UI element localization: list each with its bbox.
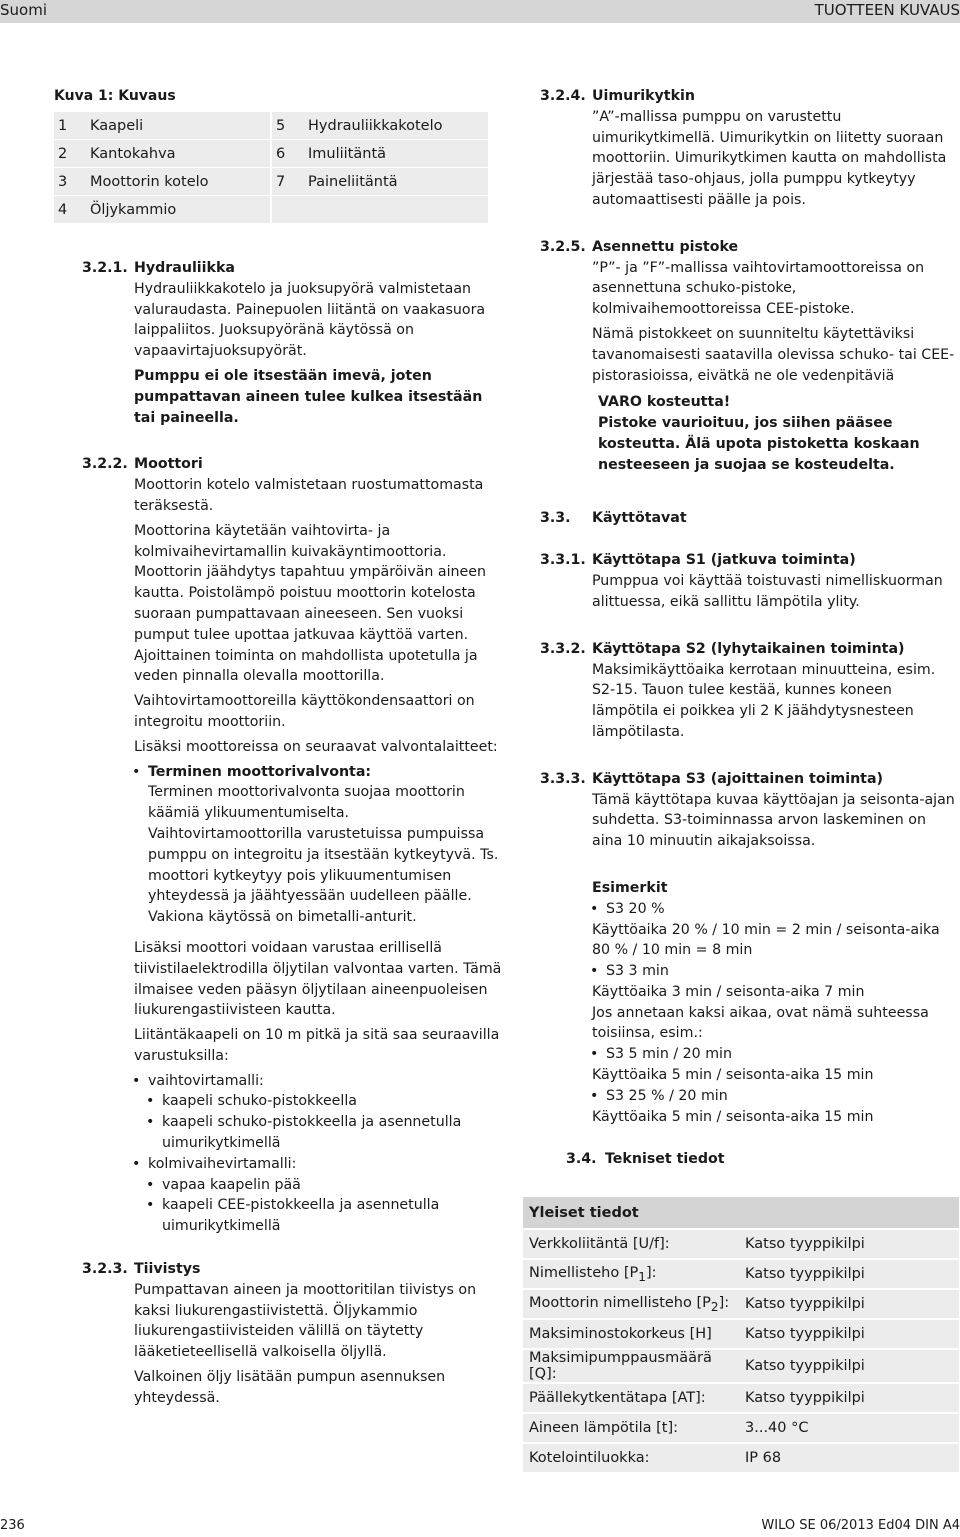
section-number: 3.3.3. <box>540 770 586 787</box>
table-key-text: Nimellisteho [P <box>529 1264 639 1281</box>
example-label: • S3 25 % / 20 min <box>606 1087 728 1104</box>
list-item <box>134 762 502 928</box>
warning-text: Pistoke vaurioituu, jos siihen pääsee kosteutta. Älä upota pistoketta koskaan nesteeseen ja suojaa se kosteudelta. <box>598 415 920 473</box>
paragraph: Liitäntäkaapeli on 10 m pitkä ja sitä saa seuraavilla varustuksilla: <box>134 1027 500 1064</box>
list-item <box>134 1071 502 1154</box>
table-row <box>523 1229 959 1259</box>
table-key: Maksiminostokorkeus [H] <box>523 1319 739 1349</box>
table-row <box>523 1413 959 1443</box>
table-key-suffix: ]: <box>645 1264 657 1281</box>
legend-number: 5 <box>271 112 304 140</box>
section-title: Asennettu pistoke <box>592 238 739 255</box>
cable-options-list <box>134 1071 502 1237</box>
table-value: Katso tyyppikilpi <box>739 1259 959 1289</box>
paragraph: Hydrauliikkakotelo ja juoksupyörä valmistetaan valuraudasta. Painepuolen liitäntä on vaakasuora laippaliitos. Juoksupyöränä käytössä on vapaavirtajuoksupyörät. <box>134 280 486 360</box>
paragraph: Pumppua voi käyttää toistuvasti nimelliskuorman alittuessa, eikä sallittu lämpötila ylity. <box>592 573 943 610</box>
section-number: 3.2.1. <box>82 260 128 276</box>
paragraph: Lisäksi moottori voidaan varustaa erillisellä tiivistilaelektrodilla öljytilan valvontaa varten. Tämä ilmaisee veden pääsyn öljytilaan aineenpuoleisen liukurengastiivisteen kautta. <box>134 939 502 1019</box>
figure-caption: Kuva 1: Kuvaus <box>54 88 176 104</box>
legend-number <box>271 196 304 224</box>
table-value: 3...40 °C <box>739 1413 959 1443</box>
list-item-text: Terminen moottorivalvonta suojaa moottorin käämiä ylikuumentumiselta. Vaihtovirtamoottorilla varustetuissa pumpuissa pumppu on integroitu ja itsestään kytkeytyvä. Ts. moottori kytkeytyy pois ylikuumentumisen yhteydessä ja jäähtyessään uudelleen päälle. Vakiona käytössä on bimetalli-anturit. <box>148 784 499 926</box>
right-column <box>540 86 960 1170</box>
table-row <box>523 1383 959 1413</box>
table-key: Maksimipumppausmäärä [Q]: <box>523 1349 739 1383</box>
paragraph: Maksimikäyttöaika kerrotaan minuutteina, esim. S2-15. Tauon tulee kestää, kunnes koneen lämpötila ei poikkea yli 2 K jäähdytysnesteen lämpötilasta. <box>592 661 936 740</box>
sub-list <box>148 1175 502 1237</box>
legend-number: 1 <box>54 112 86 140</box>
table-value: Katso tyyppikilpi <box>739 1319 959 1349</box>
example-label: • S3 20 % <box>606 900 665 917</box>
list-item <box>592 961 960 1044</box>
paragraph: Tämä käyttötapa kuvaa käyttöajan ja seisonta-ajan suhdetta. S3-toiminnassa arvon laskeminen on aina 10 minuutin aikajaksoissa. <box>592 791 955 850</box>
paragraph: Moottorina käytetään vaihtovirta- ja kolmivaihevirtamallin kuivakäyntimoottoria. Moottorin jäähdytys tapahtuu ympäröivän aineen kautta. Poistolämpö poistuu moottorin kotelosta suoraan pumpattavaan aineeseen. Sen vuoksi pumput tulee upottaa jatkuvaa käyttöä varten. Ajoittainen toiminta on mahdollista upotetulla ja veden pinnalla olevalla moottorilla. <box>134 522 486 685</box>
legend-number: 6 <box>271 140 304 168</box>
table-row <box>523 1349 959 1383</box>
example-label: • S3 3 min <box>606 963 669 980</box>
paragraph: Lisäksi moottoreissa on seuraavat valvontalaitteet: <box>134 738 498 755</box>
monitoring-list <box>134 762 502 928</box>
example-text: Käyttöaika 5 min / seisonta-aika 15 min <box>592 1108 874 1125</box>
table-row <box>54 168 488 196</box>
table-row <box>523 1259 959 1289</box>
table-row <box>54 140 488 168</box>
list-item <box>592 1044 960 1086</box>
table-header: Yleiset tiedot <box>523 1197 959 1229</box>
list-item-text: vaihtovirtamalli: <box>148 1072 264 1089</box>
examples-list <box>592 899 960 1128</box>
section-number: 3.2.4. <box>540 88 586 104</box>
technical-data-table <box>523 1197 959 1472</box>
section-number: 3.2.2. <box>82 456 128 473</box>
section-3-3-1 <box>540 550 960 612</box>
table-value: Katso tyyppikilpi <box>739 1383 959 1413</box>
figure-legend-table <box>54 112 488 224</box>
examples-title: Esimerkit <box>592 879 668 896</box>
left-column <box>82 258 502 1413</box>
legend-number: 2 <box>54 140 86 168</box>
legend-label <box>304 196 488 224</box>
section-number: 3.3.2. <box>540 640 586 657</box>
legend-label: Moottorin kotelo <box>86 168 271 196</box>
section-3-2-2 <box>82 454 502 1237</box>
legend-label: Imuliitäntä <box>304 140 488 168</box>
section-3-3-3 <box>540 769 960 1128</box>
list-item <box>592 899 960 961</box>
legend-label: Kantokahva <box>86 140 271 168</box>
example-text: Käyttöaika 5 min / seisonta-aika 15 min <box>592 1067 874 1084</box>
legend-label: Paineliitäntä <box>304 168 488 196</box>
table-value: Katso tyyppikilpi <box>739 1229 959 1259</box>
section-number: 3.4. <box>566 1151 597 1168</box>
table-row <box>523 1443 959 1472</box>
table-value: Katso tyyppikilpi <box>739 1289 959 1319</box>
section-3-3 <box>540 508 960 529</box>
table-key <box>523 1289 739 1319</box>
table-value: IP 68 <box>739 1443 959 1472</box>
table-value: Katso tyyppikilpi <box>739 1349 959 1383</box>
section-3-2-5 <box>540 237 960 476</box>
example-text: Käyttöaika 20 % / 10 min = 2 min / seisonta-aika 80 % / 10 min = 8 min <box>592 921 940 959</box>
legend-label: Hydrauliikkakotelo <box>304 112 488 140</box>
legend-label: Öljykammio <box>86 196 271 224</box>
page-footer <box>0 1516 960 1537</box>
paragraph: ”P”- ja ”F”-mallissa vaihtovirtamoottoreissa on asennettuna schuko-pistoke, kolmivaihemoottoreissa CEE-pistoke. <box>592 259 925 318</box>
example-note: Jos annetaan kaksi aikaa, ovat nämä suhteessa toisiinsa, esim.: <box>592 1004 929 1042</box>
legend-label: Kaapeli <box>86 112 271 140</box>
section-title: Käyttötapa S1 (jatkuva toiminta) <box>592 552 856 569</box>
paragraph: Pumpattavan aineen ja moottoritilan tiivistys on kaksi liukurengastiivistettä. Öljykammio liukurengastiivisteiden välillä on täytetty lääketieteellisellä valkoisella öljyllä. <box>134 1281 477 1361</box>
table-key-subscript: 1 <box>638 1269 646 1284</box>
section-3-4 <box>540 1149 960 1170</box>
list-item <box>592 1086 960 1128</box>
legend-number: 4 <box>54 196 86 224</box>
list-item: • kaapeli CEE-pistokkeella ja asennetulla uimurikytkimellä <box>148 1195 502 1237</box>
section-number: 3.2.5. <box>540 238 586 255</box>
paragraph: Vaihtovirtamoottoreilla käyttökondensaattori on integroitu moottoriin. <box>134 693 475 730</box>
table-key-text: Moottorin nimellisteho [P <box>529 1294 711 1311</box>
section-title: Tekniset tiedot <box>605 1151 725 1168</box>
table-row <box>523 1319 959 1349</box>
warning-title: VARO kosteutta! <box>598 394 731 411</box>
sub-list <box>148 1091 502 1153</box>
section-title: Uimurikytkin <box>592 88 695 104</box>
paragraph: Valkoinen öljy lisätään pumpun asennuksen yhteydessä. <box>134 1369 446 1406</box>
list-item-text: kolmivaihevirtamalli: <box>148 1155 297 1172</box>
paragraph: ”A”-mallissa pumppu on varustettu uimurikytkimellä. Uimurikytkin on liitetty suoraan moottoriin. Uimurikytkimen kautta on mahdollista järjestää taso-ohjaus, jolla pumppu kytkeytyy automaattisesti päälle ja pois. <box>592 108 947 208</box>
legend-number: 7 <box>271 168 304 196</box>
table-key: Aineen lämpötila [t]: <box>523 1413 739 1443</box>
table-key-suffix: ]: <box>718 1294 730 1311</box>
section-number: 3.2.3. <box>82 1261 128 1278</box>
section-title: Käyttötapa S2 (lyhytaikainen toiminta) <box>592 640 905 657</box>
section-title: Moottori <box>134 456 203 473</box>
list-item: • vapaa kaapelin pää <box>148 1175 502 1196</box>
section-title: Käyttötavat <box>592 509 687 526</box>
paragraph: Nämä pistokkeet on suunniteltu käytettäviksi tavanomaisesti saatavilla olevissa schuko- tai CEE-pistorasioissa, eivätkä ne ole vedenpitäviä <box>592 325 955 384</box>
section-title: Käyttötapa S3 (ajoittainen toiminta) <box>592 770 884 787</box>
section-3-2-4 <box>540 86 960 211</box>
section-3-2-1 <box>82 258 502 428</box>
table-key: Kotelointiluokka: <box>523 1443 739 1472</box>
list-item: • kaapeli schuko-pistokkeella ja asennetulla uimurikytkimellä <box>148 1112 502 1154</box>
legend-number: 3 <box>54 168 86 196</box>
table-key <box>523 1259 739 1289</box>
warning-box <box>592 392 960 475</box>
bold-note: Pumppu ei ole itsestään imevä, joten pumpattavan aineen tulee kulkea itsestään tai paineella. <box>134 367 483 426</box>
example-text: Käyttöaika 3 min / seisonta-aika 7 min <box>592 983 865 1000</box>
table-row <box>54 112 488 140</box>
header-language: Suomi <box>0 1 47 19</box>
list-item-title: • Terminen moottorivalvonta: <box>148 763 372 780</box>
section-title: Hydrauliikka <box>134 260 235 276</box>
table-row <box>54 196 488 224</box>
table-header-row <box>523 1197 959 1229</box>
section-3-3-2 <box>540 639 960 743</box>
table-key: Päällekytkentätapa [AT]: <box>523 1383 739 1413</box>
table-key: Verkkoliitäntä [U/f]: <box>523 1229 739 1259</box>
paragraph: Moottorin kotelo valmistetaan ruostumattomasta teräksestä. <box>134 477 484 514</box>
table-row <box>523 1289 959 1319</box>
section-number: 3.3.1. <box>540 552 586 569</box>
header-section: TUOTTEEN KUVAUS <box>814 1 960 19</box>
section-title: Tiivistys <box>134 1261 201 1278</box>
list-item <box>134 1154 502 1237</box>
page-number: 236 <box>0 1518 25 1533</box>
publisher-info: WILO SE 06/2013 Ed04 DIN A4 <box>761 1518 960 1533</box>
example-label: • S3 5 min / 20 min <box>606 1046 732 1063</box>
section-number: 3.3. <box>540 509 571 526</box>
list-item: • kaapeli schuko-pistokkeella <box>148 1091 502 1112</box>
page-header <box>0 0 960 23</box>
section-3-2-3 <box>82 1259 502 1409</box>
table-key-subscript: 2 <box>710 1299 719 1314</box>
